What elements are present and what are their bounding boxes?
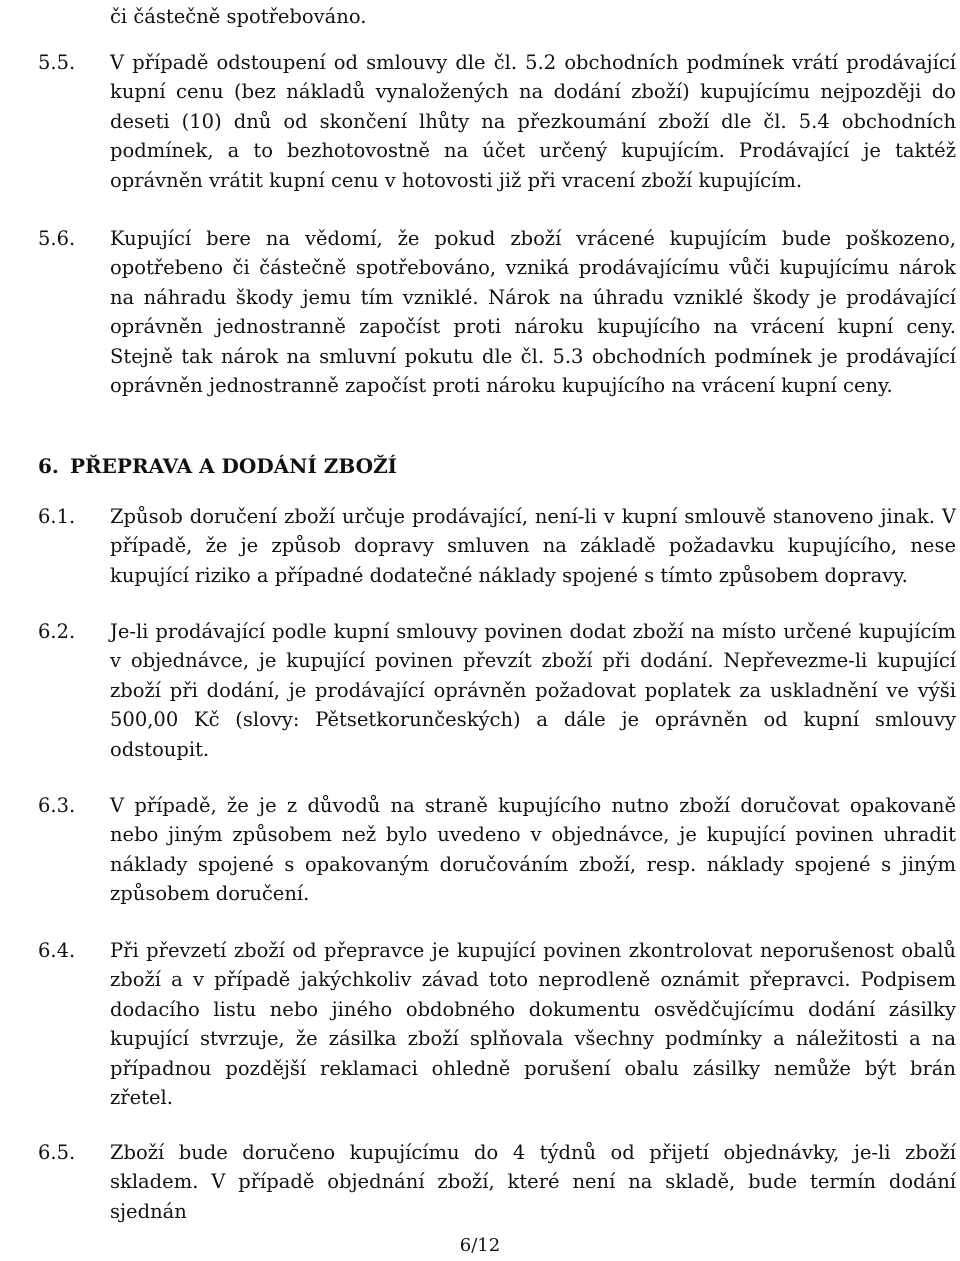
clause-number: 6.2.	[38, 620, 76, 643]
clause-text: Je-li prodávající podle kupní smlouvy povinen dodat zboží na místo určené kupujícím v objednávce, je kupující povinen převzít zboží při dodání. Nepřevezme-li kupující zboží při dodání, je prodávající oprávněn požadovat poplatek za uskladnění ve výši 500,00 Kč (slovy: Pětsetkorunčeských) a dále je oprávněn od kupní smlouvy odstoupit.	[110, 620, 956, 761]
clause-number: 6.1.	[38, 505, 76, 528]
section-number: 6.	[38, 454, 59, 478]
clause-number: 6.5.	[38, 1141, 76, 1164]
continued-text-fragment: či částečně spotřebováno.	[110, 5, 367, 28]
page-number: 6/12	[459, 1235, 501, 1256]
clause-text: V případě, že je z důvodů na straně kupujícího nutno zboží doručovat opakovaně nebo jiným způsobem než bylo uvedeno v objednávce, je kupující povinen uhradit náklady spojené s opakovaným doručováním zboží, resp. náklady spojené s jiným způsobem doručení.	[110, 794, 956, 906]
clause-number: 6.4.	[38, 939, 76, 962]
clause-text: Kupující bere na vědomí, že pokud zboží vrácené kupujícím bude poškozeno, opotřebeno či částečně spotřebováno, vzniká prodávajícímu vůči kupujícímu nárok na náhradu škody jemu tím vzniklé. Nárok na úhradu vzniklé škody je prodávající oprávněn jednostranně započíst proti nároku kupujícího na vrácení kupní ceny. Stejně tak nárok na smluvní pokutu dle čl. 5.3 obchodních podmínek je prodávající oprávněn jednostranně započíst proti nároku kupujícího na vrácení kupní ceny.	[110, 227, 956, 398]
clause-text: Při převzetí zboží od přepravce je kupující povinen zkontrolovat neporušenost obalů zboží a v případě jakýchkoliv závad toto neprodleně oznámit přepravci. Podpisem dodacího listu nebo jiného obdobného dokumentu osvědčujícímu dodání zásilky kupující stvrzuje, že zásilka zboží splňovala všechny podmínky a náležitosti a na případnou pozdější reklamaci ohledně porušení obalu zásilky nemůže být brán zřetel.	[110, 939, 956, 1110]
clause-number: 6.3.	[38, 794, 76, 817]
clause-text: Způsob doručení zboží určuje prodávající, není-li v kupní smlouvě stanoveno jinak. V případě, že je způsob dopravy smluven na základě požadavku kupujícího, nese kupující riziko a případné dodatečné náklady spojené s tímto způsobem dopravy.	[110, 505, 956, 587]
clause-number: 5.5.	[38, 51, 76, 74]
section-heading	[38, 452, 938, 481]
section-title: PŘEPRAVA A DODÁNÍ ZBOŽÍ	[70, 454, 398, 478]
clause-number: 5.6.	[38, 227, 76, 250]
clause-text: Zboží bude doručeno kupujícímu do 4 týdnů od přijetí objednávky, je-li zboží skladem. V případě objednání zboží, které není na skladě, bude termín dodání sjednán	[110, 1141, 956, 1223]
clause-text: V případě odstoupení od smlouvy dle čl. 5.2 obchodních podmínek vrátí prodávající kupní cenu (bez nákladů vynaložených na dodání zboží) kupujícímu nejpozději do deseti (10) dnů od skončení lhůty na přezkoumání zboží dle čl. 5.4 obchodních podmínek, a to bezhotovostně na účet určený kupujícím. Prodávající je taktéž oprávněn vrátit kupní cenu v hotovosti již při vracení zboží kupujícím.	[110, 51, 956, 192]
